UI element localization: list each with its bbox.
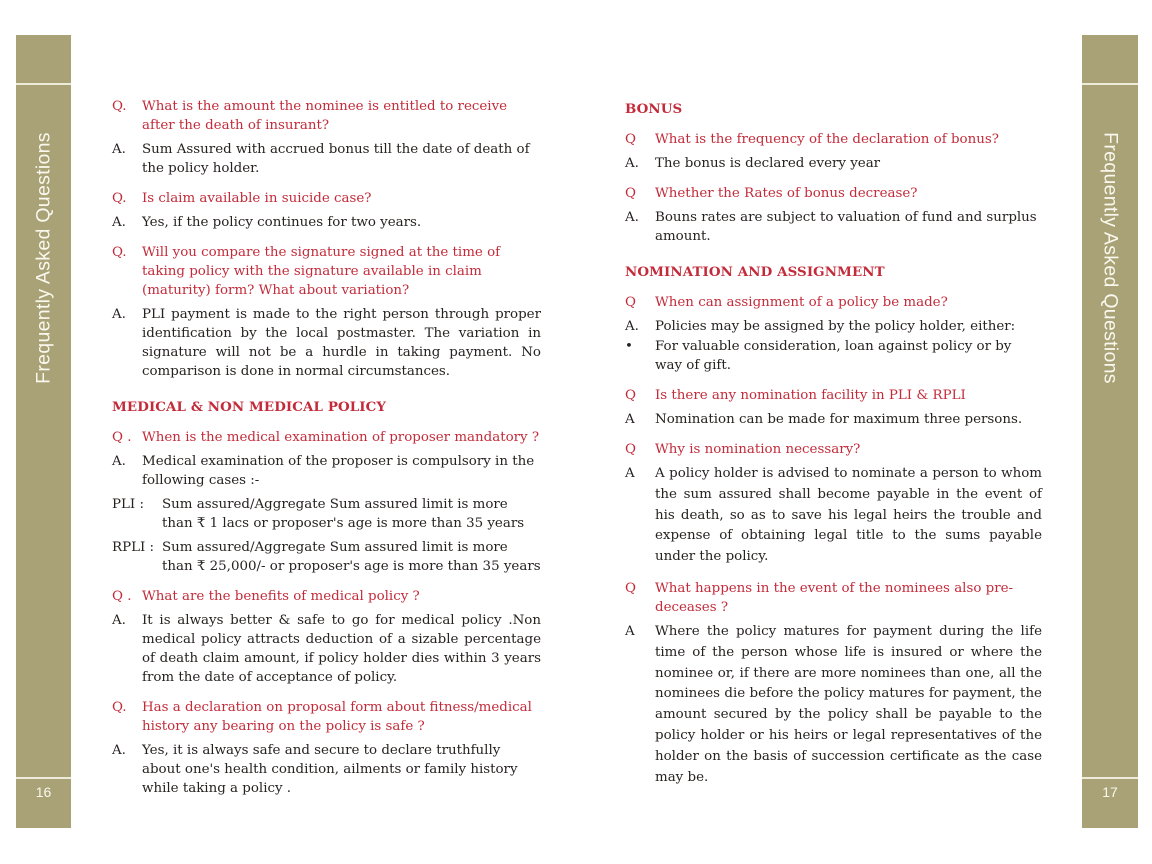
faq-question: [112, 587, 541, 606]
faq-question-text: Is there any nomination facility in PLI & RPLI: [655, 388, 966, 403]
faq-question: [112, 698, 541, 736]
qa-marker: A.: [112, 307, 126, 322]
bullet-marker: •: [625, 339, 633, 354]
qa-marker: A.: [112, 142, 126, 157]
section-heading: BONUS: [625, 101, 683, 117]
left-sidebar-title: Frequently Asked Questions: [32, 132, 55, 384]
faq-question-text: What happens in the event of the nominees also pre-deceases ?: [655, 580, 1014, 615]
qa-marker: A.: [625, 156, 639, 171]
faq-answer: [112, 213, 541, 232]
qa-marker: Q.: [112, 99, 127, 114]
right-page-number: 17: [1102, 784, 1118, 800]
qa-marker: Q: [625, 442, 636, 457]
faq-question-text: When is the medical examination of proposer mandatory ?: [142, 430, 540, 445]
qa-marker: Q .: [112, 589, 132, 604]
left-sidebar-bottom-divider: [16, 777, 71, 779]
faq-question: [625, 440, 1042, 459]
faq-question: [112, 243, 541, 300]
faq-answer-text: Yes, it is always safe and secure to declare truthfully about one's health condition, ailments or family history while taking a policy .: [142, 743, 518, 796]
qa-marker: Q.: [112, 700, 127, 715]
qa-marker: Q .: [112, 430, 132, 445]
faq-answer: [625, 622, 1042, 788]
qa-marker: A.: [112, 743, 126, 758]
qa-marker: PLI :: [112, 497, 144, 512]
faq-question: [625, 579, 1042, 617]
criteria-row-text: Sum assured/Aggregate Sum assured limit is more than ₹ 1 lacs or proposer's age is more than 35 years: [162, 497, 525, 531]
left-page-number: 16: [35, 784, 52, 800]
qa-marker: A: [625, 412, 635, 427]
faq-answer-text: Yes, if the policy continues for two years.: [142, 215, 422, 230]
qa-marker: Q: [625, 132, 636, 147]
faq-question-text: When can assignment of a policy be made?: [655, 295, 948, 310]
right-sidebar-title: Frequently Asked Questions: [1099, 132, 1122, 384]
faq-answer-text: Sum Assured with accrued bonus till the date of death of the policy holder.: [142, 142, 530, 176]
faq-question: [625, 130, 1042, 149]
faq-question-text: What is the frequency of the declaration of bonus?: [655, 132, 999, 147]
right-sidebar-bottom-divider: [1082, 777, 1138, 779]
qa-marker: Q.: [112, 245, 127, 260]
qa-marker: A.: [112, 215, 126, 230]
criteria-row: [112, 495, 541, 533]
faq-answer-text: Where the policy matures for payment during the life time of the person whose life is insured or where the nominee or, if there are more nominees than one, all the nominees die before the policy matures for payment, the amount secured by the policy shall be payable to the policy holder or his heirs or legal representatives of the holder on the basis of succession certificate as the case may be.: [655, 623, 1042, 785]
faq-answer: [112, 741, 541, 798]
qa-marker: Q: [625, 186, 636, 201]
left-page-content: [112, 97, 541, 798]
criteria-row-text: Sum assured/Aggregate Sum assured limit is more than ₹ 25,000/- or proposer's age is more than 35 years: [162, 540, 541, 574]
faq-answer: [112, 140, 541, 178]
faq-question: [112, 428, 541, 447]
faq-answer-text: Medical examination of the proposer is compulsory in the following cases :-: [142, 454, 535, 488]
faq-question: [112, 189, 541, 208]
qa-marker: A.: [625, 319, 639, 334]
faq-answer: [112, 305, 541, 381]
faq-question-text: What are the benefits of medical policy ?: [142, 589, 420, 604]
qa-marker: Q.: [112, 191, 127, 206]
qa-marker: Q: [625, 388, 636, 403]
faq-answer: [625, 317, 1042, 336]
bullet-item: [625, 337, 1042, 375]
faq-question-text: What is the amount the nominee is entitled to receive after the death of insurant?: [142, 99, 508, 133]
faq-question-text: Is claim available in suicide case?: [142, 191, 372, 206]
faq-answer-text: Bouns rates are subject to valuation of fund and surplus amount.: [655, 210, 1037, 244]
faq-answer: [112, 611, 541, 687]
faq-answer: [625, 154, 1042, 173]
bullet-item-text: For valuable consideration, loan against policy or by way of gift.: [655, 339, 1012, 373]
faq-answer-text: It is always better & safe to go for medical policy .Non medical policy attracts deduction of a sizable percentage of death claim amount, if policy holder dies within 3 years from the date of acceptance of policy.: [142, 613, 541, 685]
faq-answer-text: A policy holder is advised to nominate a person to whom the sum assured shall become payable in the event of his death, so as to save his legal heirs the trouble and expense of obtaining legal title to the sums payable under the policy.: [655, 466, 1042, 565]
section-heading: NOMINATION AND ASSIGNMENT: [625, 264, 885, 280]
faq-answer: [625, 464, 1042, 568]
faq-question: [625, 293, 1042, 312]
qa-marker: Q: [625, 580, 636, 596]
right-page-content: [625, 100, 1042, 788]
right-sidebar-top-divider: [1082, 83, 1138, 85]
qa-marker: A: [625, 466, 635, 481]
qa-marker: Q: [625, 295, 636, 310]
faq-answer: [112, 452, 541, 490]
qa-marker: RPLI :: [112, 540, 155, 555]
qa-marker: A: [625, 623, 635, 639]
faq-question: [625, 386, 1042, 405]
qa-marker: A.: [625, 210, 639, 225]
faq-answer: [625, 410, 1042, 429]
faq-question-text: Whether the Rates of bonus decrease?: [655, 186, 918, 201]
left-sidebar-top-divider: [16, 83, 71, 85]
criteria-row: [112, 538, 541, 576]
faq-answer-text: Policies may be assigned by the policy holder, either:: [655, 319, 1016, 334]
faq-answer: [625, 208, 1042, 246]
qa-marker: A.: [112, 613, 126, 628]
faq-question: [112, 97, 541, 135]
faq-question-text: Why is nomination necessary?: [655, 442, 861, 457]
faq-answer-text: Nomination can be made for maximum three persons.: [655, 412, 1023, 427]
faq-question-text: Has a declaration on proposal form about fitness/medical history any bearing on the policy is safe ?: [142, 700, 532, 734]
qa-marker: A.: [112, 454, 126, 469]
faq-question: [625, 184, 1042, 203]
faq-question-text: Will you compare the signature signed at the time of taking policy with the signature available in claim (maturity) form? What about variation?: [142, 245, 501, 298]
section-heading: MEDICAL & NON MEDICAL POLICY: [112, 399, 387, 415]
faq-answer-text: PLI payment is made to the right person through proper identification by the local postmaster. The variation in signature will not be a hurdle in taking payment. No comparison is done in normal circumstances.: [142, 307, 541, 379]
faq-answer-text: The bonus is declared every year: [655, 156, 881, 171]
